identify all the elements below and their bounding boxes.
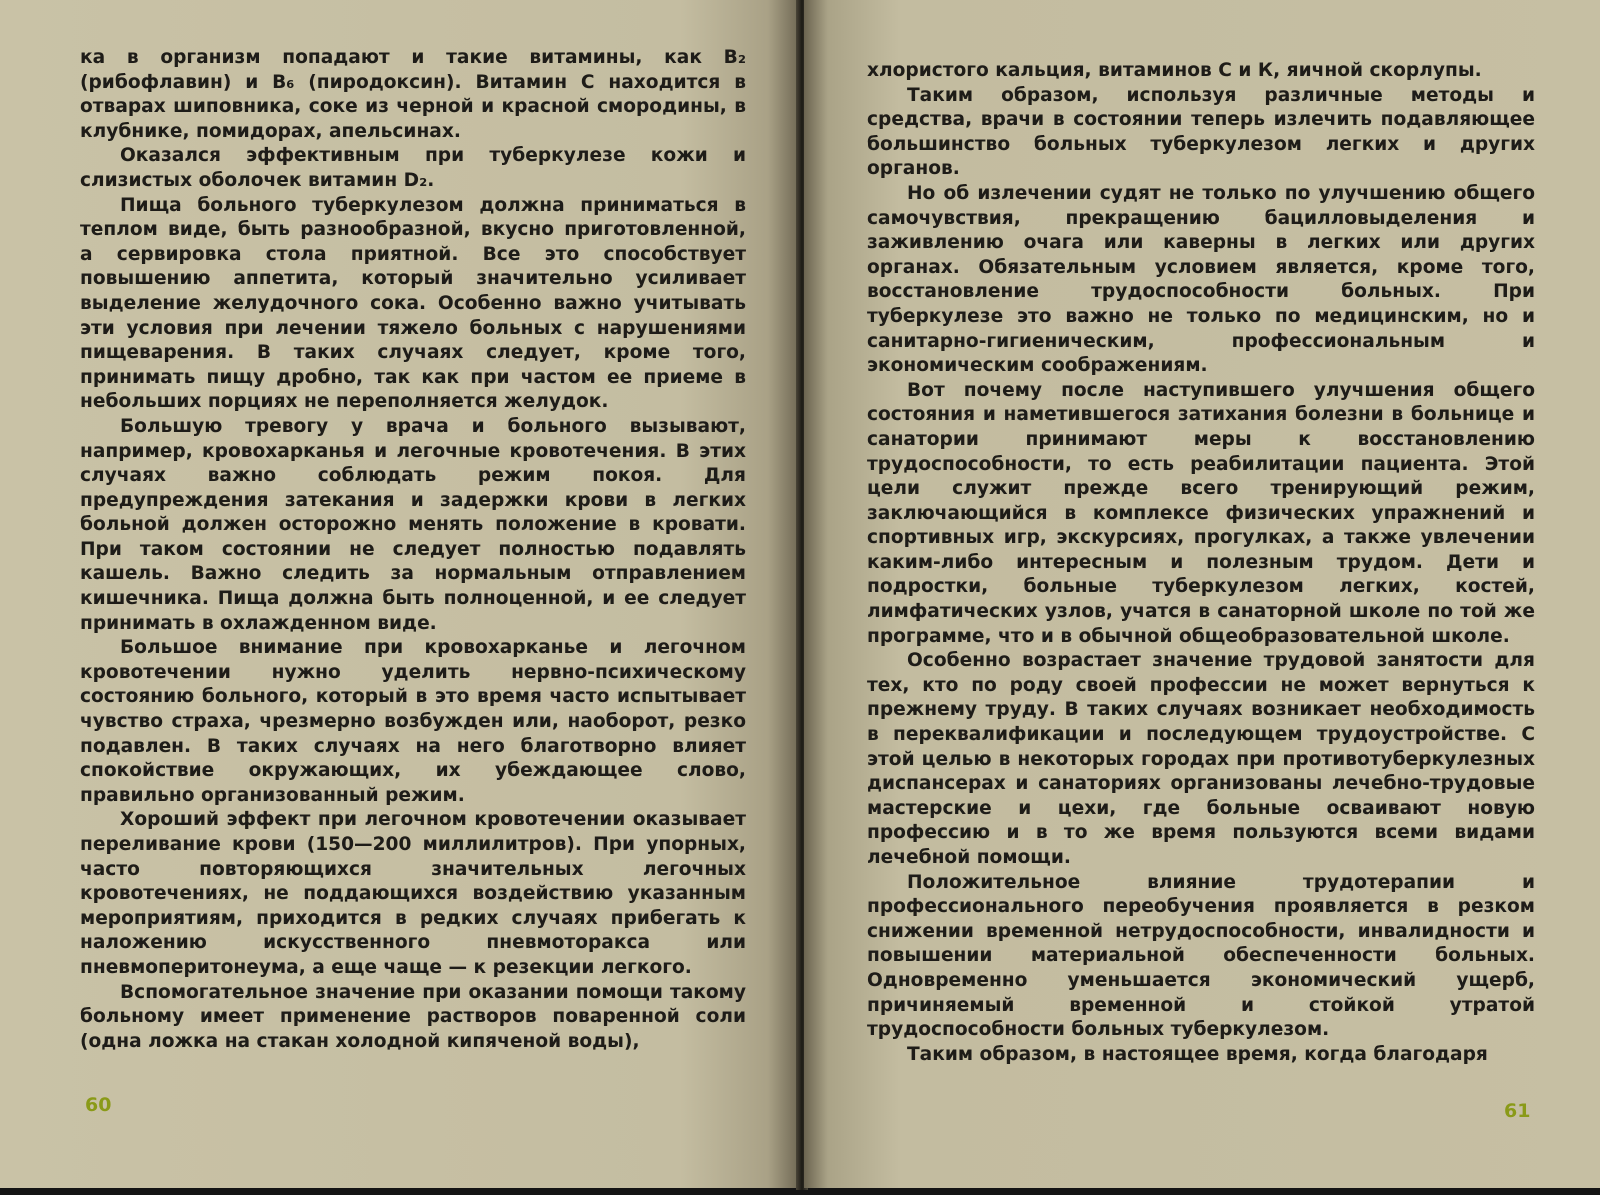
left-page-text xyxy=(80,46,746,1054)
paragraph: Но об излечении судят не только по улучшению общего самочувствия, прекращению бацилловыделения и заживлению очага или каверны в легких или других органах. Обязательным условием является, кроме того, восстановление трудоспособности больных. При туберкулезе это важно не только по медицинским, но и санитарно-гигиеническим, профессиональным и экономическим соображениям. xyxy=(867,182,1535,377)
paragraph: Вот почему после наступившего улучшения общего состояния и наметившегося затихания болезни в больнице и санатории принимают меры к восстановлению трудоспособности, то есть реабилитации пациента. Этой цели служит прежде всего тренирующий режим, заключающийся в комплексе физических упражнений и спортивных игр, экскурсиях, прогулках, а также увлечении каким-либо интересным и полезным трудом. Дети и подростки, больные туберкулезом легких, костей, лимфатических узлов, учатся в санаторной школе по той же программе, что и в обычной общеобразовательной школе. xyxy=(867,379,1535,647)
paragraph: Особенно возрастает значение трудовой занятости для тех, кто по роду своей профессии не может вернуться к прежнему труду. В таких случаях возникает необходимость в переквалификации и последующем трудоустройстве. С этой целью в некоторых городах при противотуберкулезных диспансерах и санаториях организованы лечебно-трудовые мастерские и цехи, где больные осваивают новую профессию и в то же время пользуются всеми видами лечебной помощи. xyxy=(867,650,1535,868)
paragraph: Большое внимание при кровохарканье и легочном кровотечении нужно уделить нервно-психическому состоянию больного, который в это время часто испытывает чувство страха, чрезмерно возбужден или, наоборот, резко подавлен. В таких случаях на него благотворно влияет спокойствие окружающих, их убеждающее слово, правильно организованный режим. xyxy=(80,637,746,806)
paragraph: Вспомогательное значение при оказании помощи такому больному имеет применение растворов поваренной соли (одна ложка на стакан холодной кипяченой воды), xyxy=(80,981,746,1052)
left-page xyxy=(0,0,800,1188)
paragraph: Оказался эффективным при туберкулезе кожи и слизистых оболочек витамин D₂. xyxy=(80,145,746,191)
paragraph: хлористого кальция, витаминов С и К, яичной скорлупы. xyxy=(867,60,1482,81)
paragraph: Таким образом, используя различные методы и средства, врачи в состоянии теперь излечить подавляющее большинство больных туберкулезом легких и других органов. xyxy=(867,84,1535,180)
paragraph: Положительное влияние трудотерапии и профессионального переобучения проявляется в резком снижении временной нетрудоспособности, инвалидности и повышении материальной обеспеченности больных. Одновременно уменьшается экономический ущерб, причиняемый временной и стойкой утратой трудоспособности больных туберкулезом. xyxy=(867,871,1535,1041)
page-number-right: 61 xyxy=(1504,1100,1531,1122)
right-page xyxy=(804,0,1600,1188)
page-number-left: 60 xyxy=(85,1094,112,1116)
paragraph: Хороший эффект при легочном кровотечении оказывает переливание крови (150—200 миллилитров). При упорных, часто повторяющихся значительных легочных кровотечениях, не поддающихся воздействию указанным мероприятиям, приходится в редких случаях прибегать к наложению искусственного пневмоторакса или пневмоперитонеума, а еще чаще — к резекции легкого. xyxy=(80,809,746,978)
paragraph: Большую тревогу у врача и больного вызывают, например, кровохарканья и легочные кровотечения. В этих случаях важно соблюдать режим покоя. Для предупреждения затекания и задержки крови в легких больной должен осторожно менять положение в кровати. При таком состоянии не следует полностью подавлять кашель. Важно следить за нормальным отправлением кишечника. Пища должна быть полноценной, и ее следует принимать в охлажденном виде. xyxy=(80,415,746,634)
paragraph: ка в организм попадают и такие витамины, как B₂ (рибофлавин) и B₆ (пиродоксин). Витамин С находится в отварах шиповника, соке из черной и красной смородины, в клубнике, помидорах, апельсинах. xyxy=(80,47,746,142)
right-page-text xyxy=(867,59,1535,1067)
paragraph: Таким образом, в настоящее время, когда благодаря xyxy=(907,1043,1488,1065)
paragraph: Пища больного туберкулезом должна приниматься в теплом виде, быть разнообразной, вкусно приготовленной, а сервировка стола приятной. Все это способствует повышению аппетита, который значительно усиливает выделение желудочного сока. Особенно важно учитывать эти условия при лечении тяжело больных с нарушениями пищеварения. В таких случаях следует, кроме того, принимать пищу дробно, так как при частом ее приеме в небольших порциях не переполняется желудок. xyxy=(80,194,746,413)
